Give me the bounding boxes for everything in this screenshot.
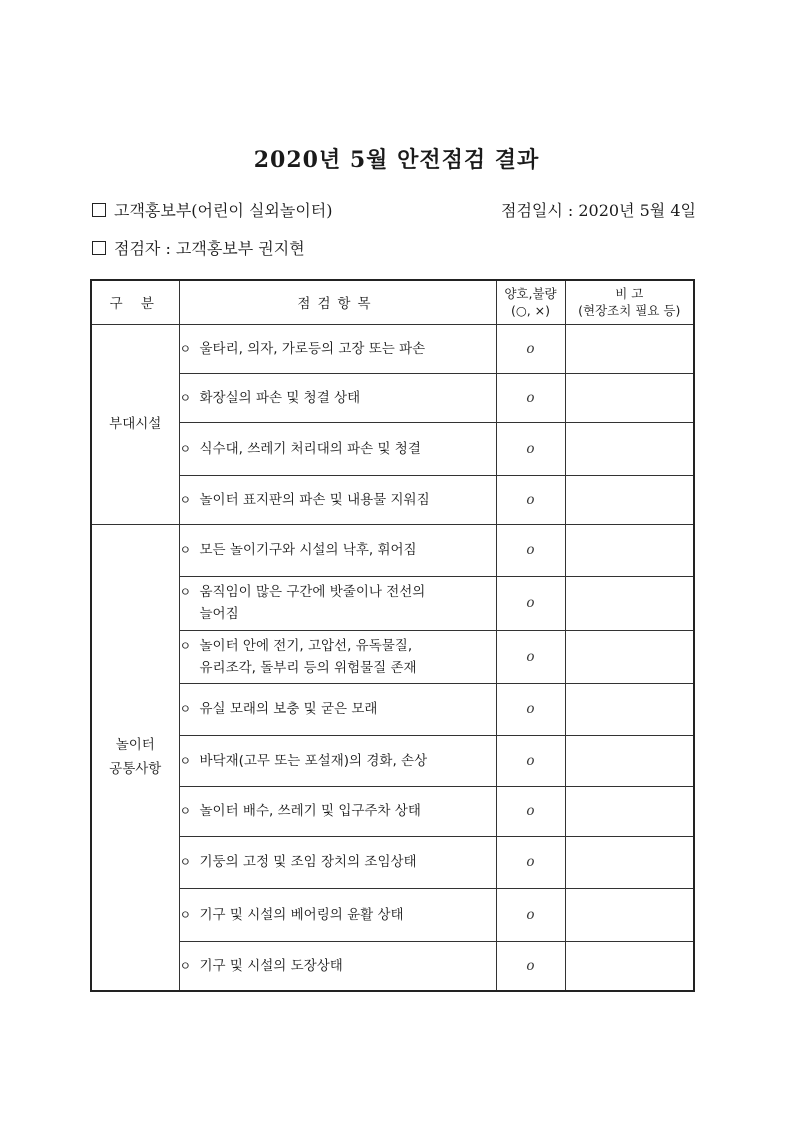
bullet-icon: ㅇ: [179, 390, 192, 405]
status-mark: o: [496, 786, 565, 836]
bullet-icon: ㅇ: [179, 341, 192, 356]
note-cell: [565, 683, 694, 735]
check-item-text: 식수대, 쓰레기 처리대의 파손 및 청결: [199, 440, 421, 457]
check-item-text: 모든 놀이기구와 시설의 낙후, 휘어짐: [199, 542, 417, 558]
bullet-icon: ㅇ: [179, 441, 192, 456]
status-mark: o: [496, 373, 565, 422]
check-item-cell: [179, 786, 496, 836]
header-status-label: 양호,불량: [504, 286, 557, 302]
status-mark: o: [496, 836, 565, 888]
status-mark: o: [496, 422, 565, 475]
header-item: 점검항목: [179, 280, 496, 324]
note-cell: [565, 786, 694, 836]
status-mark: o: [496, 683, 565, 735]
note-cell: [565, 324, 694, 373]
status-mark: o: [496, 630, 565, 683]
bullet-icon: ㅇ: [179, 492, 192, 507]
category-label: 놀이터 공통사항: [109, 737, 162, 778]
inspector-text: 점검자 : 고객홍보부 권지현: [114, 239, 305, 258]
note-cell: [565, 630, 694, 683]
table-row: [91, 888, 694, 941]
check-item-text: 화장실의 파손 및 청결 상태: [199, 389, 361, 406]
check-item-text: 놀이터 안에 전기, 고압선, 유독물질, 유리조각, 돌부리 등의 위험물질 존재: [199, 637, 417, 676]
note-cell: [565, 576, 694, 630]
table-row: [91, 324, 694, 373]
header-row: [91, 280, 694, 324]
check-item-text: 유실 모래의 보충 및 굳은 모래: [199, 701, 378, 717]
table-row: [91, 373, 694, 422]
bullet-icon: ㅇ: [179, 958, 192, 973]
status-mark: o: [496, 475, 565, 524]
bullet-icon: ㅇ: [179, 907, 192, 922]
status-mark: o: [496, 735, 565, 786]
check-item-text: 놀이터 배수, 쓰레기 및 입구주차 상태: [199, 803, 421, 819]
check-item-cell: [179, 475, 496, 524]
header-note: [565, 280, 694, 324]
check-item-cell: [179, 373, 496, 422]
inspector-line: [92, 237, 702, 261]
note-cell: [565, 524, 694, 576]
table-row: [91, 735, 694, 786]
header-status-sub: (○, ×): [510, 303, 551, 319]
category-cell: [91, 324, 179, 524]
check-item-text: 기구 및 시설의 도장상태: [199, 957, 343, 974]
bullet-icon: ㅇ: [179, 753, 192, 768]
status-mark: o: [496, 324, 565, 373]
check-item-cell: [179, 576, 496, 630]
check-item-text: 놀이터 표지판의 파손 및 내용물 지워짐: [199, 491, 430, 508]
check-item-text: 울타리, 의자, 가로등의 고장 또는 파손: [199, 340, 426, 357]
check-item-cell: [179, 422, 496, 475]
table-row: [91, 475, 694, 524]
table-row: [91, 786, 694, 836]
note-cell: [565, 735, 694, 786]
header-note-sub: (현장조치 필요 등): [578, 303, 681, 319]
checkbox-department: [92, 203, 106, 217]
note-cell: [565, 836, 694, 888]
check-item-cell: [179, 630, 496, 683]
check-item-text: 기구 및 시설의 베어링의 윤활 상태: [199, 906, 404, 923]
table-row: [91, 630, 694, 683]
header-note-label: 비 고: [615, 286, 644, 302]
header-status: [496, 280, 565, 324]
check-item-text: 움직임이 많은 구간에 밧줄이나 전선의 늘어짐: [199, 584, 426, 622]
note-cell: [565, 373, 694, 422]
bullet-icon: ㅇ: [179, 804, 192, 818]
inspection-table: [90, 279, 695, 992]
check-item-cell: [179, 524, 496, 576]
inspection-date: 점검일시 : 2020년 5월 4일: [500, 201, 696, 220]
header-category: 구 분: [91, 280, 179, 324]
checkbox-inspector: [92, 241, 106, 255]
table-row: [91, 683, 694, 735]
table-row: [91, 941, 694, 991]
status-mark: o: [496, 576, 565, 630]
note-cell: [565, 941, 694, 991]
bullet-icon: ㅇ: [179, 702, 192, 716]
status-mark: o: [496, 524, 565, 576]
status-mark: o: [496, 888, 565, 941]
bullet-icon: ㅇ: [179, 855, 192, 869]
check-item-text: 기둥의 고정 및 조임 장치의 조임상태: [199, 854, 417, 870]
check-item-cell: [179, 836, 496, 888]
table-row: [91, 836, 694, 888]
department-line: [92, 199, 702, 223]
table-row: [91, 576, 694, 630]
status-mark: o: [496, 941, 565, 991]
check-item-cell: [179, 941, 496, 991]
check-item-cell: [179, 324, 496, 373]
note-cell: [565, 475, 694, 524]
check-item-cell: [179, 683, 496, 735]
check-item-text: 바닥재(고무 또는 포설재)의 경화, 손상: [199, 752, 428, 769]
category-label: 부대시설: [109, 416, 162, 432]
note-cell: [565, 422, 694, 475]
category-cell: [91, 524, 179, 991]
table-body: [91, 324, 694, 991]
check-item-cell: [179, 735, 496, 786]
bullet-icon: ㅇ: [179, 638, 192, 653]
bullet-icon: ㅇ: [179, 585, 192, 599]
document-title: 2020년 5월 안전점검 결과: [253, 147, 540, 173]
note-cell: [565, 888, 694, 941]
department-text: 고객홍보부(어린이 실외놀이터): [114, 201, 333, 220]
table-row: [91, 524, 694, 576]
table-row: [91, 422, 694, 475]
check-item-cell: [179, 888, 496, 941]
bullet-icon: ㅇ: [179, 543, 192, 557]
